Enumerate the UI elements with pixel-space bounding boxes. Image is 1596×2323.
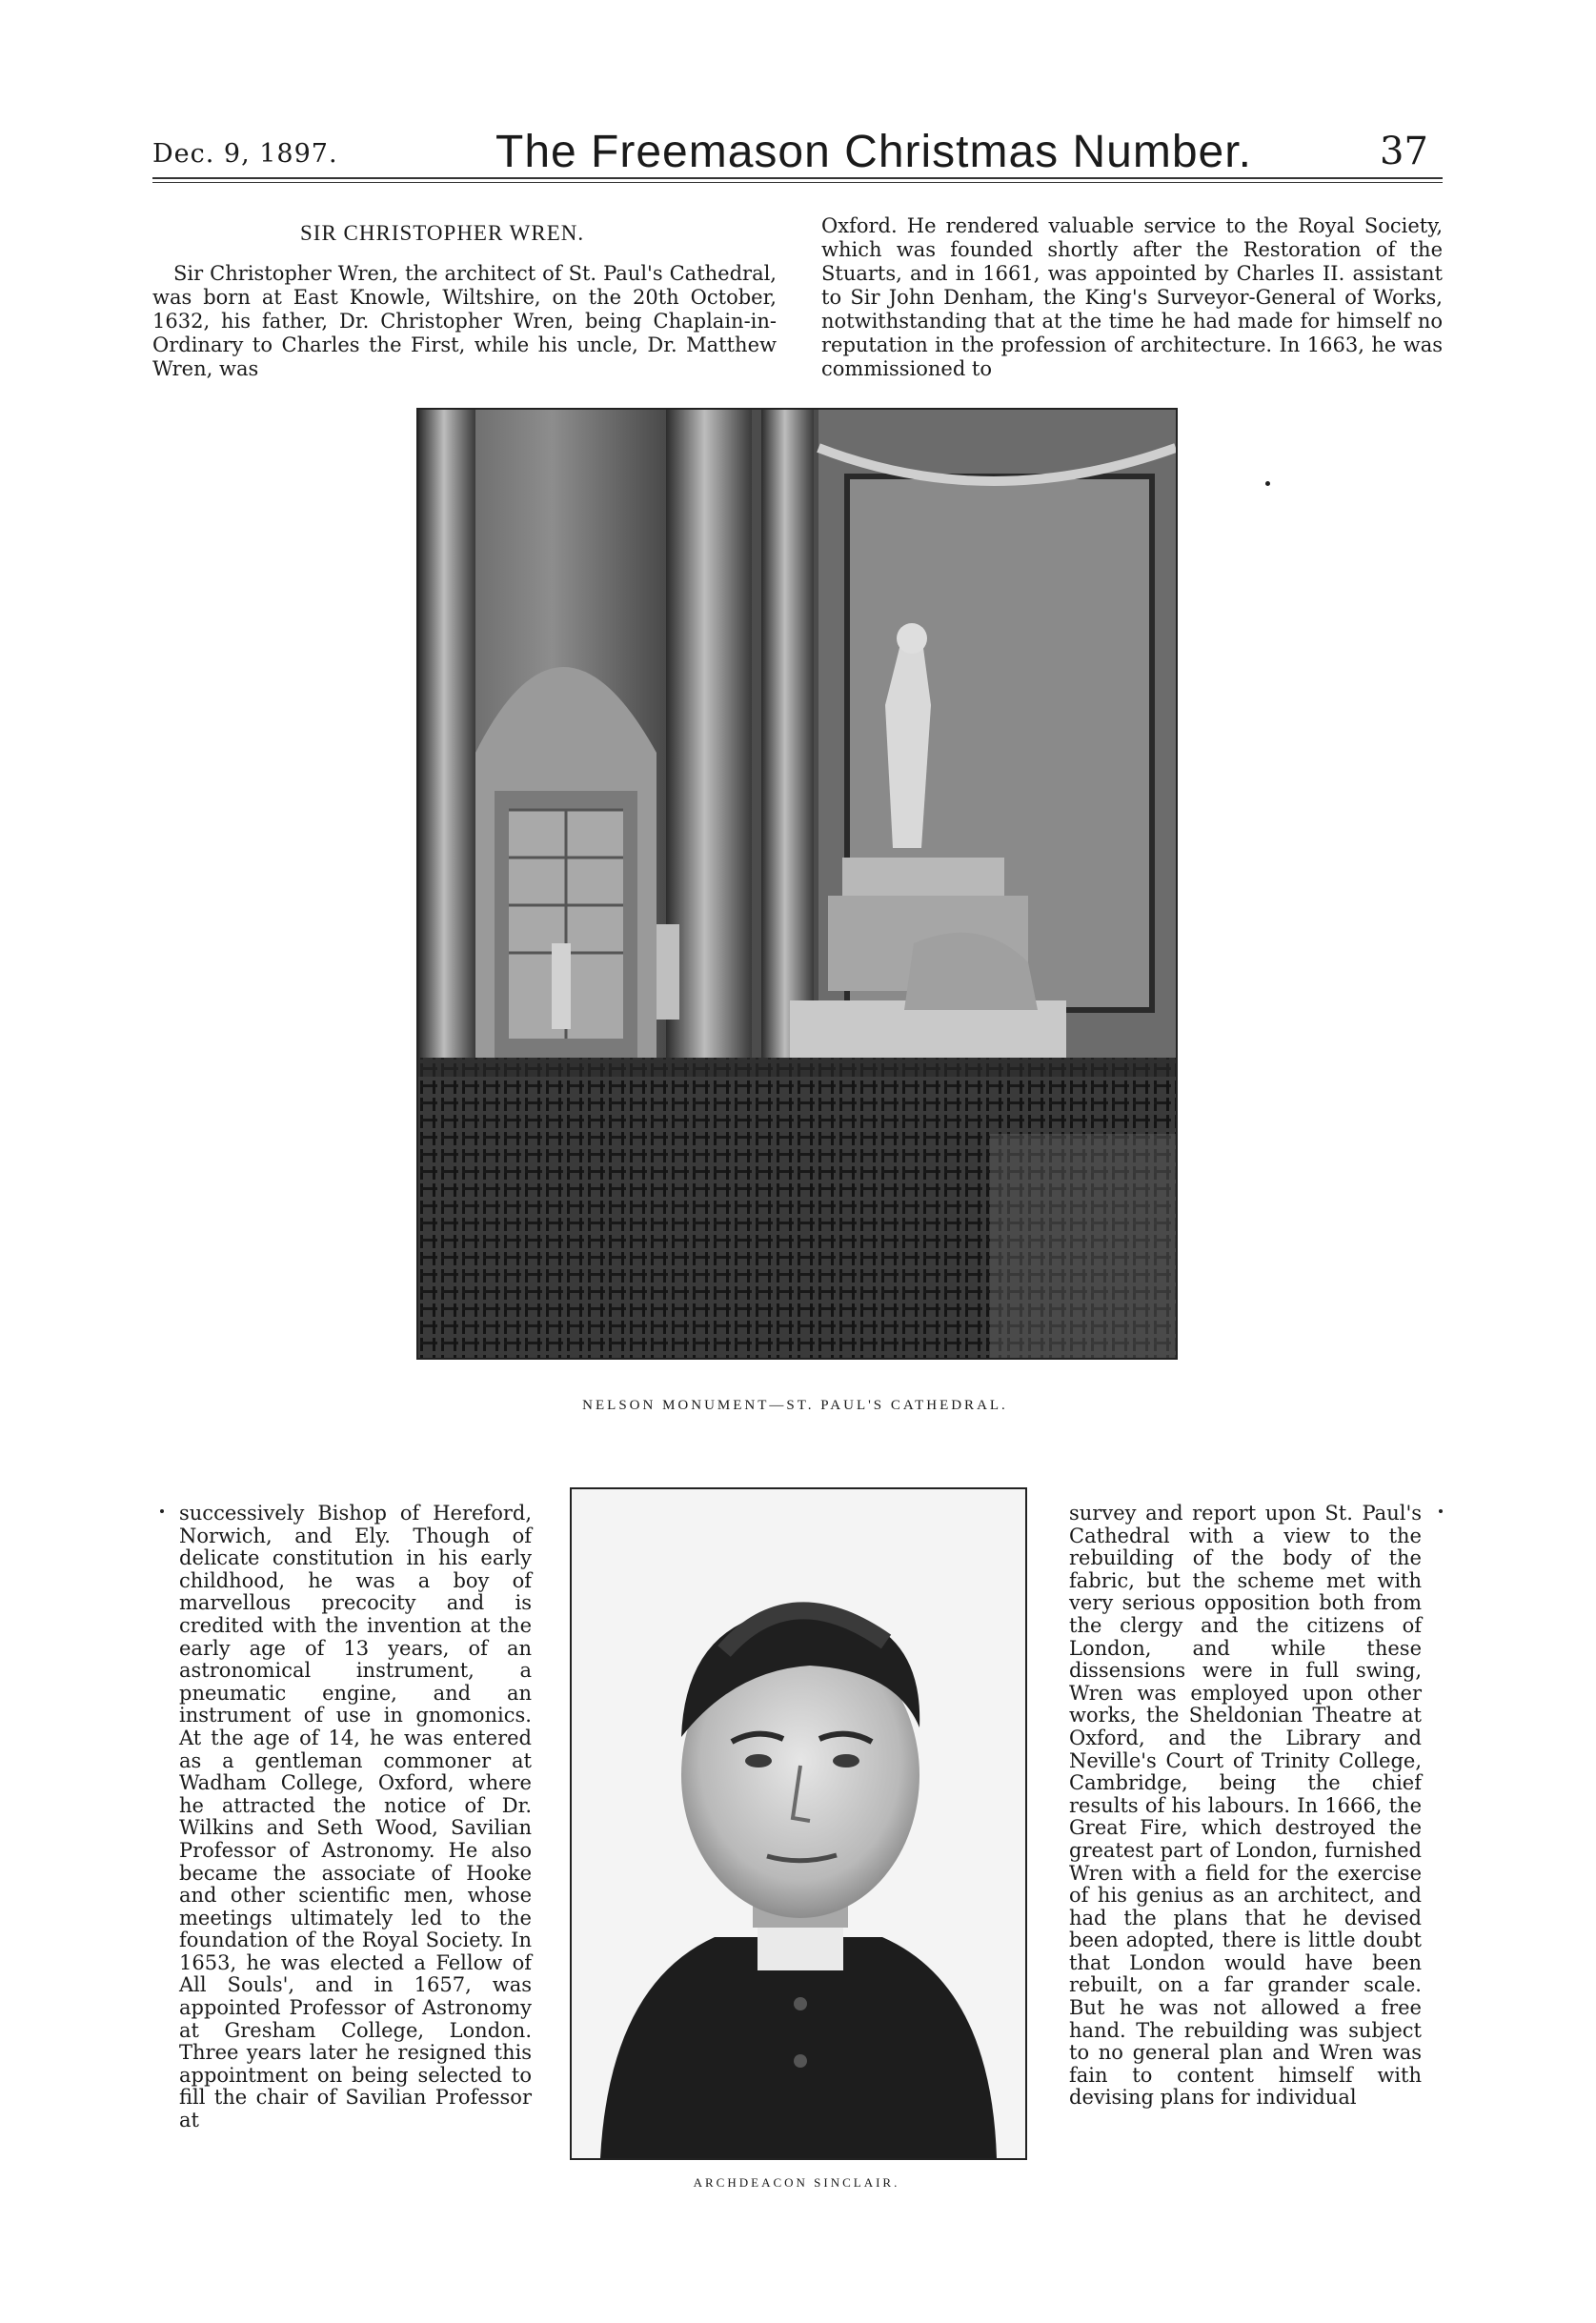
article-text-right-top (821, 214, 1443, 381)
archdeacon-portrait-illustration (572, 1489, 1025, 2158)
print-speck (160, 1509, 164, 1513)
portrait-caption: ARCHDEACON SINCLAIR. (693, 2175, 900, 2190)
publication-title: The Freemason Christmas Number. (495, 127, 1252, 177)
header-rule (152, 177, 1443, 179)
article-text-right-bottom (1069, 1503, 1422, 2110)
print-speck (1439, 1509, 1443, 1513)
article-heading: SIR CHRISTOPHER WREN. (300, 221, 585, 245)
issue-date: Dec. 9, 1897. (152, 139, 338, 169)
article-text-left-bottom (179, 1503, 532, 2132)
article-text-left-top (152, 262, 777, 381)
portrait-photo (570, 1487, 1027, 2160)
page-number: 37 (1380, 130, 1428, 173)
header-rule-thin (152, 182, 1443, 183)
paragraph: Sir Christopher Wren, the architect of St. Paul's Cathedral, was born at East Knowle, Wiltshire, on the 20th October, 1632, his father, Dr. Christopher Wren, being Chaplain-in-Ordinary to Charles the First, while his uncle, Dr. Matthew Wren, was (152, 262, 777, 380)
cathedral-caption: NELSON MONUMENT—ST. PAUL'S CATHEDRAL. (582, 1398, 1008, 1413)
print-speck (1265, 481, 1270, 486)
nelson-monument-illustration (418, 410, 1176, 1358)
paragraph: Oxford. He rendered valuable service to the Royal Society, which was founded shortly after the Restoration of the Stuarts, and in 1661, was appointed by Charles II. assistant to Sir John Denham, the King's Surveyor-General of Works, notwithstanding that at the time he had made for himself no reputation in the profession of architecture. In 1663, he was commissioned to (821, 214, 1443, 380)
paragraph: successively Bishop of Hereford, Norwich, and Ely. Though of delicate constitution in his early childhood, he was a boy of marvellous precocity and is credited with the invention at the early age of 13 years, of an astronomical instrument, a pneumatic engine, and an instrument of use in gnomonics. At the age of 14, he was entered as a gentleman commoner at Wadham College, Oxford, where he attracted the notice of Dr. Wilkins and Seth Wood, Savilian Professor of Astronomy. He also became the associate of Hooke and other scientific men, whose meetings ultimately led to the foundation of the Royal Society. In 1653, he was elected a Fellow of All Souls', and in 1657, was appointed Professor of Astronomy at Gresham College, London. Three years later he resigned this appointment on being selected to fill the chair of Savilian Professor at (179, 1502, 532, 2132)
cathedral-photo (416, 408, 1178, 1360)
paragraph: survey and report upon St. Paul's Cathedral with a view to the rebuilding of the body of the fabric, but the scheme met with very serious opposition both from the clergy and the citizens of London, and while these dissensions were in full swing, Wren was employed upon other works, the Sheldonian Theatre at Oxford, and the Library and Neville's Court of Trinity College, Cambridge, being the chief results of his labours. In 1666, the Great Fire, which destroyed the greatest part of London, furnished Wren with a field for the exercise of his genius as an architect, and had the plans that he devised been adopted, there is little doubt that London would have been rebuilt, on a far grander scale. But he was not allowed a free hand. The rebuilding was subject to no general plan and Wren was fain to content himself with devising plans for individual (1069, 1502, 1422, 2110)
